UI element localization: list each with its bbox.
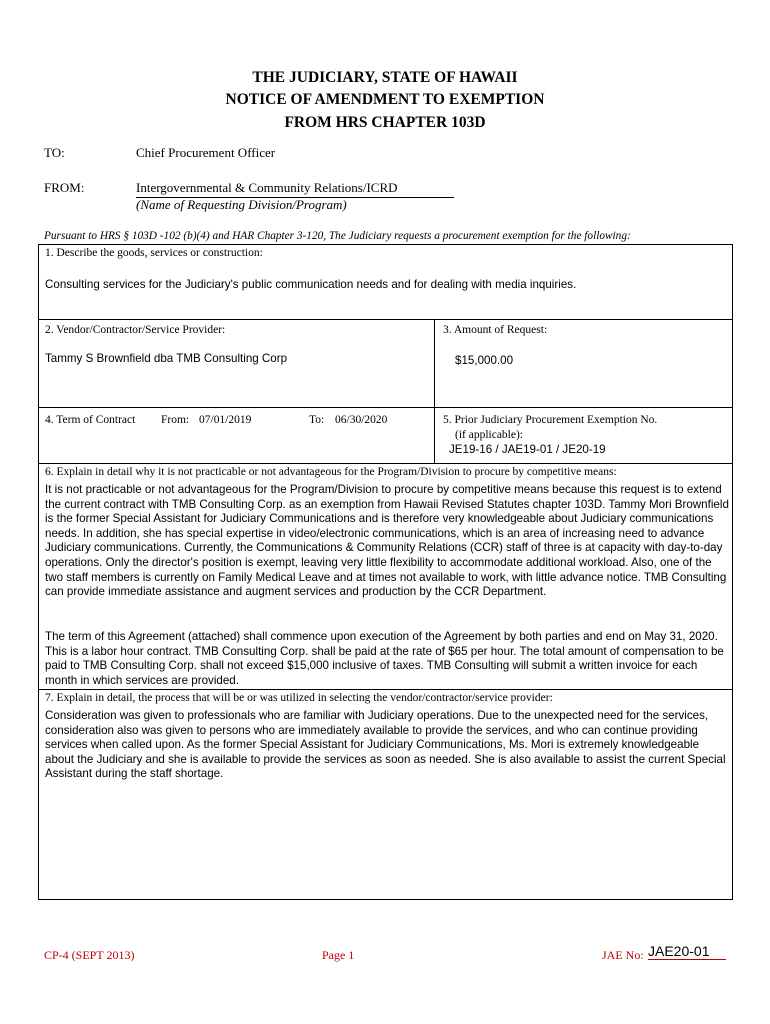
q2-answer: Tammy S Brownfield dba TMB Consulting Corp — [45, 352, 288, 365]
to-value: Chief Procurement Officer — [136, 145, 276, 160]
from-hint: (Name of Requesting Division/Program) — [136, 197, 347, 212]
jae-value: JAE20-01 — [648, 943, 726, 960]
title-line-1: THE JUDICIARY, STATE OF HAWAII — [252, 69, 518, 86]
q4-from-label: From: — [161, 414, 190, 426]
to-label: TO: — [44, 145, 65, 160]
q6-label: 6. Explain in detail why it is not practicable or not advantageous for the Program/Division to procure by competitive means: — [45, 466, 617, 478]
q4-label: 4. Term of Contract — [45, 414, 136, 426]
q6-paragraph-1: It is not practicable or not advantageous for the Program/Division to procure by competitive means because this request is to extend the current contract with TMB Consulting Corp. as an exemption from Hawaii Revised Statutes chapter 103D. Tammy Mori Brownfield is the former Special Assistant for Judiciary Communications and is therefore very knowledgeable about Judiciary communications needs. In addition, she has special expertise in video/electronic communications, which is an area of increasing need to advance Judiciary communications. Currently, the Communications & Community Relations (CCR) staff of three is at capacity with day-to-day operations. Only the director's position is exempt, leaving very little flexibility to accommodate additional workload. Also, one of the two staff members is currently on Family Medical Leave and at times not available to work, with little advance notice. TMB Consulting can provide immediate assistance and augment services and production by the CCR Department. — [45, 483, 729, 599]
section-6-box — [38, 463, 733, 690]
q1-answer: Consulting services for the Judiciary's public communication needs and for dealing with media inquiries. — [45, 278, 577, 291]
pursuant-statement: Pursuant to HRS § 103D -102 (b)(4) and HAR Chapter 3-120, The Judiciary requests a procurement exemption for the following: — [44, 230, 631, 242]
q4-from-value: 07/01/2019 — [199, 414, 252, 426]
jae-label: JAE No: — [602, 948, 644, 962]
section-5-box — [434, 407, 733, 464]
q3-answer: $15,000.00 — [455, 354, 514, 367]
section-7-box — [38, 689, 733, 900]
from-label: FROM: — [44, 180, 85, 195]
page-number: Page 1 — [322, 948, 355, 962]
section-2-box — [38, 319, 435, 408]
section-1-box — [38, 244, 733, 320]
q4-to-value: 06/30/2020 — [335, 414, 388, 426]
q7-label: 7. Explain in detail, the process that will be or was utilized in selecting the vendor/contractor/service provider: — [45, 692, 553, 704]
title-line-3: FROM HRS CHAPTER 103D — [284, 114, 486, 131]
form-id: CP-4 (SEPT 2013) — [44, 948, 135, 962]
q4-to-label: To: — [309, 414, 325, 426]
q3-label: 3. Amount of Request: — [443, 324, 548, 336]
q5-sub-label: (if applicable): — [455, 429, 524, 441]
q2-label: 2. Vendor/Contractor/Service Provider: — [45, 324, 226, 336]
section-4-box — [38, 407, 435, 464]
q6-paragraph-2: The term of this Agreement (attached) shall commence upon execution of the Agreement by both parties and end on May 31, 2020. This is a labor hour contract. TMB Consulting Corp. shall be paid at the rate of $65 per hour. The total amount of compensation to be paid to TMB Consulting Corp. shall not exceed $15,000 inclusive of taxes. TMB Consulting will submit a written invoice for each month in which services are provided. — [45, 630, 724, 687]
q1-label: 1. Describe the goods, services or construction: — [45, 247, 263, 259]
title-line-2: NOTICE OF AMENDMENT TO EXEMPTION — [225, 91, 545, 108]
from-value: Intergovernmental & Community Relations/ICRD — [136, 180, 454, 198]
section-3-box — [434, 319, 733, 408]
q5-answer: JE19-16 / JAE19-01 / JE20-19 — [449, 443, 606, 456]
q5-label: 5. Prior Judiciary Procurement Exemption No. — [443, 414, 658, 426]
q7-answer: Consideration was given to professionals who are familiar with Judiciary operations. Due to the unexpected need for the services, consideration also was given to persons who are immediately available to provide the services, and who can continue providing services when called upon. As the former Special Assistant for Judiciary Communications, Ms. Mori is extremely knowledgeable about the Judiciary and she is available to provide the services as soon as needed. She is also available to assist the current Special Assistant during the staff shortage. — [45, 709, 726, 781]
